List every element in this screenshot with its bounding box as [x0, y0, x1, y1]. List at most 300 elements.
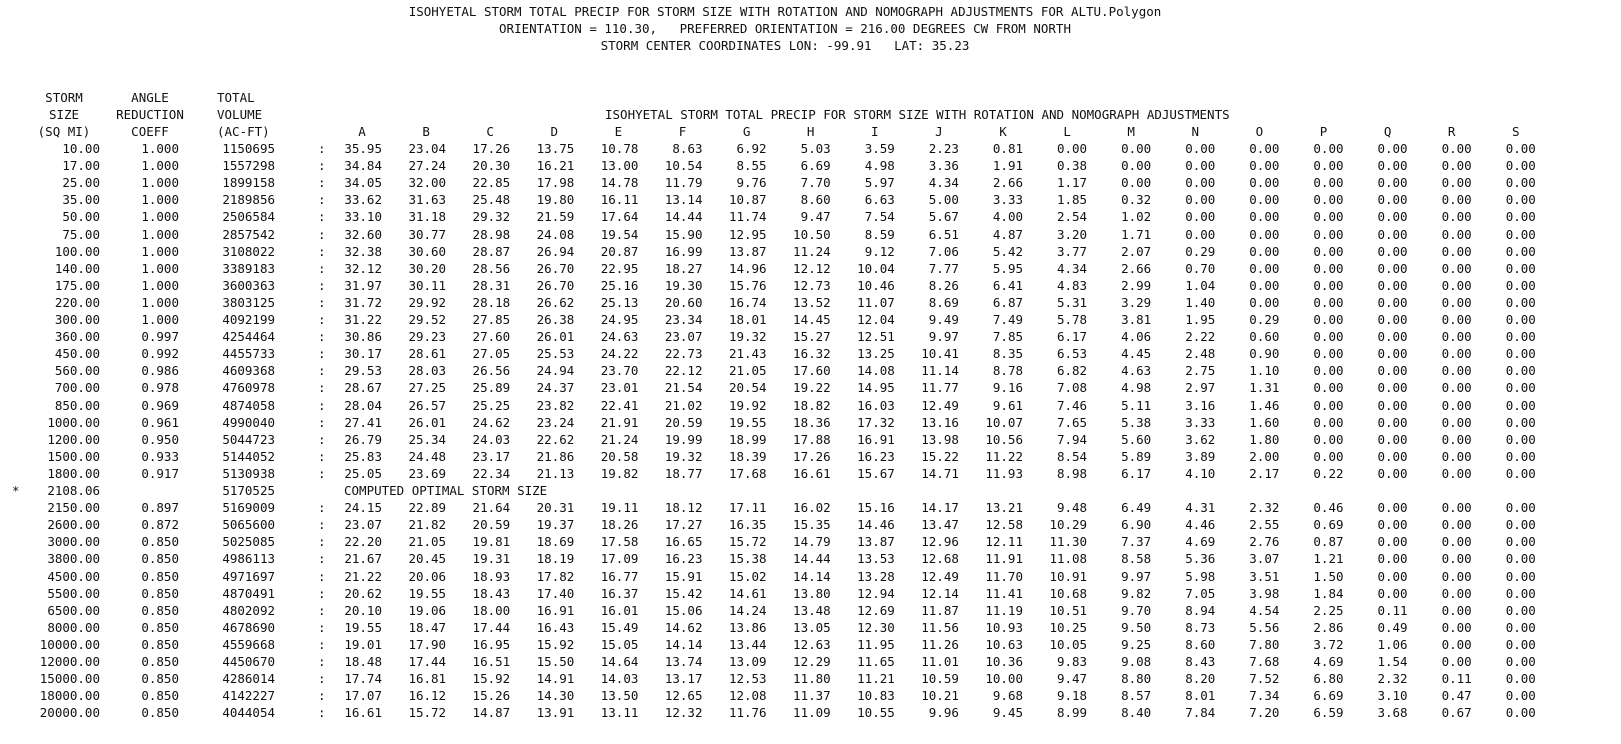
precip-value-cell: 0.00: [1441, 585, 1472, 601]
precip-value-cell: 0.00: [1377, 192, 1408, 208]
precip-value-cell: 27.60: [472, 329, 511, 345]
separator-colon: :: [318, 534, 326, 550]
precip-value-cell: 5.42: [992, 243, 1023, 259]
precip-value-cell: 19.06: [408, 602, 447, 618]
precip-value-cell: 0.00: [1313, 226, 1344, 242]
precip-value-cell: 0.00: [1313, 192, 1344, 208]
precip-value-cell: 13.53: [857, 551, 895, 567]
precip-value-cell: 0.00: [1185, 158, 1216, 174]
precip-value-cell: 5.89: [1121, 448, 1152, 464]
precip-value-cell: 0.00: [1313, 414, 1344, 430]
precip-value-cell: 3.07: [1249, 551, 1280, 567]
separator-colon: :: [318, 226, 326, 242]
precip-value-cell: 0.32: [1121, 192, 1152, 208]
precip-value-cell: 15.22: [921, 448, 959, 464]
precip-value-cell: 11.22: [985, 448, 1023, 464]
precip-value-cell: 19.92: [728, 397, 767, 413]
header-letter-n: N: [1191, 124, 1200, 139]
precip-value-cell: 0.00: [1505, 551, 1536, 567]
storm-size-cell: 100.00: [54, 243, 100, 259]
separator-colon: :: [318, 636, 326, 652]
precip-value-cell: 9.97: [1121, 568, 1152, 584]
angle-coeff-cell: 1.000: [141, 141, 179, 156]
total-volume-cell: 4450670: [222, 654, 275, 669]
precip-value-cell: 14.96: [728, 260, 767, 276]
precip-value-cell: 7.49: [992, 312, 1023, 327]
storm-size-cell: 4500.00: [47, 568, 100, 584]
precip-value-cell: 0.00: [1505, 380, 1536, 396]
precip-value-cell: 5.97: [864, 175, 895, 191]
precip-value-cell: 4.34: [928, 175, 959, 191]
precip-value-cell: 7.94: [1056, 431, 1088, 447]
precip-value-cell: 32.38: [344, 243, 382, 259]
precip-value-cell: 32.00: [408, 175, 447, 191]
precip-value-cell: 6.90: [1121, 517, 1152, 533]
precip-value-cell: 0.00: [1505, 619, 1536, 635]
precip-value-cell: 0.00: [1313, 431, 1344, 447]
precip-value-cell: 5.98: [1185, 568, 1216, 584]
header-letter-k: K: [999, 124, 1007, 139]
precip-value-cell: 26.70: [536, 277, 575, 293]
precip-value-cell: 0.00: [1505, 585, 1536, 601]
precip-value-cell: 20.87: [600, 243, 639, 259]
precip-value-cell: 16.65: [664, 534, 703, 550]
header-angle-reduction: REDUCTION: [116, 107, 184, 122]
precip-value-cell: 0.00: [1441, 141, 1472, 156]
precip-value-cell: 26.01: [408, 414, 447, 430]
precip-value-cell: 17.26: [472, 141, 511, 156]
precip-value-cell: 4.98: [1121, 380, 1152, 396]
precip-value-cell: 4.69: [1185, 534, 1216, 550]
total-volume-cell: 1557298: [222, 158, 275, 174]
precip-value-cell: 13.47: [921, 517, 959, 533]
precip-value-cell: 7.37: [1121, 534, 1152, 550]
precip-value-cell: 21.91: [600, 414, 639, 430]
precip-value-cell: 12.96: [921, 534, 959, 550]
precip-value-cell: 3.20: [1056, 226, 1088, 242]
precip-value-cell: 15.92: [536, 636, 575, 652]
precip-value-cell: 2.25: [1313, 602, 1344, 618]
precip-value-cell: 17.58: [600, 534, 639, 550]
precip-value-cell: 19.22: [793, 380, 831, 396]
precip-value-cell: 27.85: [472, 312, 511, 327]
precip-value-cell: 26.94: [536, 243, 575, 259]
precip-value-cell: 0.00: [1377, 568, 1408, 584]
precip-value-cell: 1.21: [1313, 551, 1344, 567]
precip-value-cell: 12.30: [857, 619, 895, 635]
precip-value-cell: 12.69: [857, 602, 895, 618]
precip-value-cell: 0.00: [1441, 329, 1472, 345]
precip-value-cell: 0.60: [1249, 329, 1280, 345]
precip-value-cell: 16.32: [793, 346, 831, 362]
precip-value-cell: 12.49: [921, 568, 959, 584]
storm-size-cell: 6500.00: [47, 602, 100, 618]
precip-value-cell: 14.44: [664, 209, 703, 225]
precip-value-cell: 0.00: [1313, 294, 1344, 310]
precip-value-cell: 20.06: [408, 568, 447, 584]
precip-value-cell: 17.27: [664, 517, 703, 533]
precip-value-cell: 0.00: [1505, 260, 1536, 276]
precip-value-cell: 11.80: [793, 671, 831, 687]
precip-value-cell: 20.30: [472, 158, 511, 174]
precip-value-cell: 0.00: [1249, 192, 1280, 208]
separator-colon: :: [318, 568, 326, 584]
angle-coeff-cell: 0.850: [141, 585, 179, 601]
precip-value-cell: 1.54: [1377, 654, 1408, 669]
angle-coeff-cell: 0.850: [141, 671, 179, 687]
precip-value-cell: 0.00: [1505, 277, 1536, 293]
precip-value-cell: 2.97: [1185, 380, 1216, 396]
total-volume-cell: 3803125: [222, 294, 275, 310]
precip-value-cell: 24.94: [536, 363, 575, 379]
total-volume-cell: 4986113: [222, 551, 275, 567]
separator-colon: :: [318, 465, 326, 481]
precip-value-cell: 11.07: [857, 294, 895, 310]
precip-value-cell: 11.19: [985, 602, 1023, 618]
precip-value-cell: 11.21: [857, 671, 895, 687]
precip-value-cell: 33.10: [344, 209, 382, 225]
precip-value-cell: 7.05: [1185, 585, 1216, 601]
precip-value-cell: 0.00: [1377, 294, 1408, 310]
precip-value-cell: 5.36: [1185, 551, 1216, 567]
header-storm-size: (SQ MI): [37, 124, 91, 139]
precip-value-cell: 11.77: [921, 380, 959, 396]
precip-value-cell: 1.60: [1249, 414, 1280, 430]
precip-value-cell: 18.77: [664, 465, 703, 481]
precip-value-cell: 15.16: [857, 500, 895, 516]
precip-value-cell: 18.27: [664, 260, 703, 276]
precip-value-cell: 20.10: [344, 602, 382, 618]
precip-value-cell: 10.59: [921, 671, 959, 687]
angle-coeff-cell: 0.969: [141, 397, 179, 413]
precip-value-cell: 12.08: [728, 688, 767, 704]
precip-value-cell: 16.12: [408, 688, 447, 704]
precip-value-cell: 9.70: [1121, 602, 1152, 618]
precip-value-cell: 2.22: [1185, 329, 1216, 345]
precip-value-cell: 1.04: [1185, 277, 1216, 293]
precip-value-cell: 9.47: [1056, 671, 1088, 687]
precip-value-cell: 13.80: [793, 585, 831, 601]
precip-value-cell: 8.73: [1185, 619, 1216, 635]
angle-coeff-cell: 0.992: [141, 346, 179, 362]
precip-value-cell: 25.05: [344, 465, 382, 481]
precip-value-cell: 3.62: [1185, 431, 1216, 447]
precip-value-cell: 4.45: [1121, 346, 1152, 362]
precip-value-cell: 8.43: [1185, 654, 1216, 669]
precip-value-cell: 7.08: [1056, 380, 1088, 396]
precip-value-cell: 14.64: [600, 654, 639, 669]
precip-value-cell: 1.91: [992, 158, 1023, 174]
angle-coeff-cell: 0.997: [141, 329, 179, 345]
precip-value-cell: 13.09: [728, 654, 767, 669]
precip-value-cell: 0.00: [1377, 517, 1408, 533]
precip-value-cell: 18.12: [664, 500, 703, 516]
precip-value-cell: 9.82: [1121, 585, 1152, 601]
header-letter-a: A: [358, 124, 366, 139]
precip-value-cell: 0.00: [1441, 568, 1472, 584]
precip-value-cell: 10.46: [857, 277, 895, 293]
angle-coeff-cell: 0.897: [141, 500, 179, 516]
storm-size-cell: 300.00: [54, 312, 100, 327]
precip-value-cell: 28.31: [472, 277, 511, 293]
header-total-volume: VOLUME: [217, 107, 263, 122]
precip-value-cell: 0.00: [1441, 602, 1472, 618]
precip-value-cell: 3.36: [928, 158, 959, 174]
precip-value-cell: 15.91: [664, 568, 703, 584]
precip-value-cell: 14.03: [600, 671, 639, 687]
header-storm-size: STORM: [45, 90, 83, 105]
precip-value-cell: 23.07: [344, 517, 382, 533]
precip-value-cell: 14.62: [664, 619, 703, 635]
precip-value-cell: 5.38: [1121, 414, 1152, 430]
header-letter-b: B: [422, 124, 430, 139]
precip-value-cell: 0.00: [1377, 209, 1408, 225]
precip-value-cell: 6.49: [1121, 500, 1152, 516]
precip-value-cell: 9.45: [992, 705, 1023, 721]
precip-value-cell: 3.77: [1056, 243, 1088, 259]
precip-value-cell: 0.00: [1441, 209, 1472, 225]
precip-value-cell: 35.95: [344, 141, 382, 156]
precip-value-cell: 23.34: [664, 312, 703, 327]
precip-value-cell: 13.48: [793, 602, 831, 618]
precip-value-cell: 0.00: [1249, 226, 1280, 242]
precip-value-cell: 7.70: [800, 175, 831, 191]
precip-value-cell: 6.80: [1313, 671, 1344, 687]
angle-coeff-cell: 0.850: [141, 636, 179, 652]
precip-value-cell: 0.00: [1249, 260, 1280, 276]
precip-value-cell: 1.80: [1249, 431, 1280, 447]
precip-value-cell: 21.05: [728, 363, 767, 379]
storm-size-cell: 140.00: [54, 260, 100, 276]
angle-coeff-cell: 0.850: [141, 534, 179, 550]
precip-value-cell: 6.87: [992, 294, 1023, 310]
precip-value-cell: 11.87: [921, 602, 959, 618]
precip-value-cell: 4.54: [1249, 602, 1280, 618]
precip-value-cell: 13.52: [793, 294, 831, 310]
storm-size-cell: 5500.00: [47, 585, 100, 601]
precip-value-cell: 31.97: [344, 277, 382, 293]
precip-value-cell: 20.31: [536, 500, 575, 516]
precip-value-cell: 4.00: [992, 209, 1023, 225]
precip-value-cell: 23.82: [536, 397, 575, 413]
precip-value-cell: 17.07: [344, 688, 382, 704]
precip-value-cell: 8.58: [1121, 551, 1152, 567]
precip-value-cell: 16.74: [728, 294, 767, 310]
angle-coeff-cell: 1.000: [141, 294, 179, 310]
precip-value-cell: 20.45: [408, 551, 447, 567]
precip-value-cell: 0.00: [1313, 158, 1344, 174]
header-letter-e: E: [614, 124, 623, 139]
precip-value-cell: 0.00: [1313, 243, 1344, 259]
precip-value-cell: 13.44: [728, 636, 767, 652]
precip-value-cell: 9.49: [928, 312, 959, 327]
angle-coeff-cell: 0.850: [141, 619, 179, 635]
precip-value-cell: 23.24: [536, 414, 575, 430]
precip-value-cell: 21.59: [536, 209, 575, 225]
precip-value-cell: 11.91: [985, 551, 1023, 567]
precip-value-cell: 10.56: [985, 431, 1023, 447]
precip-value-cell: 7.20: [1249, 705, 1280, 721]
precip-value-cell: 15.90: [664, 226, 703, 242]
precip-value-cell: 23.69: [408, 465, 447, 481]
precip-value-cell: 19.32: [664, 448, 703, 464]
precip-value-cell: 6.82: [1056, 363, 1088, 379]
precip-value-cell: 10.36: [985, 654, 1023, 669]
precip-value-cell: 14.61: [728, 585, 767, 601]
precip-value-cell: 15.35: [793, 517, 831, 533]
precip-value-cell: 0.00: [1505, 397, 1536, 413]
precip-value-cell: 25.13: [600, 294, 639, 310]
precip-value-cell: 7.46: [1056, 397, 1088, 413]
precip-value-cell: 0.00: [1313, 363, 1344, 379]
separator-colon: :: [318, 158, 326, 174]
storm-size-cell: 10000.00: [39, 636, 100, 652]
precip-value-cell: 0.00: [1505, 175, 1536, 191]
angle-coeff-cell: 0.850: [141, 705, 179, 721]
precip-value-cell: 25.89: [472, 380, 511, 396]
precip-value-cell: 0.00: [1505, 209, 1536, 225]
precip-value-cell: 9.61: [992, 397, 1023, 413]
precip-value-cell: 0.11: [1441, 671, 1472, 687]
precip-value-cell: 17.09: [600, 551, 639, 567]
precip-value-cell: 12.95: [728, 226, 767, 242]
precip-value-cell: 10.87: [728, 192, 767, 208]
precip-value-cell: 0.00: [1313, 260, 1344, 276]
precip-value-cell: 13.74: [664, 654, 703, 669]
precip-value-cell: 34.05: [344, 175, 382, 191]
precip-value-cell: 22.12: [664, 363, 703, 379]
optimal-note: COMPUTED OPTIMAL STORM SIZE: [344, 483, 548, 498]
precip-value-cell: 0.00: [1441, 380, 1472, 396]
precip-value-cell: 18.01: [728, 312, 767, 327]
optimal-marker: *: [12, 483, 20, 498]
precip-value-cell: 22.85: [472, 175, 511, 191]
precip-value-cell: 17.88: [793, 431, 831, 447]
precip-value-cell: 7.77: [928, 260, 959, 276]
precip-value-cell: 20.62: [344, 585, 382, 601]
precip-value-cell: 29.32: [472, 209, 511, 225]
total-volume-cell: 4802092: [222, 602, 275, 618]
precip-value-cell: 0.00: [1185, 175, 1216, 191]
precip-value-cell: 0.00: [1313, 209, 1344, 225]
angle-coeff-cell: 0.961: [141, 414, 179, 430]
precip-value-cell: 20.54: [728, 380, 767, 396]
precip-value-cell: 11.08: [1049, 551, 1088, 567]
header-letter-r: R: [1447, 124, 1456, 139]
precip-value-cell: 1.84: [1313, 585, 1344, 601]
precip-value-cell: 11.26: [921, 636, 959, 652]
total-volume-cell: 5130938: [222, 465, 275, 481]
precip-value-cell: 16.23: [664, 551, 703, 567]
precip-value-cell: 17.64: [600, 209, 639, 225]
precip-value-cell: 5.03: [800, 141, 831, 156]
precip-value-cell: 16.91: [857, 431, 895, 447]
total-volume-cell: 5025085: [222, 534, 275, 550]
angle-coeff-cell: 0.850: [141, 602, 179, 618]
precip-value-cell: 28.98: [472, 226, 511, 242]
precip-value-cell: 9.08: [1121, 654, 1152, 669]
storm-size-cell: 3000.00: [47, 534, 100, 550]
precip-value-cell: 21.22: [344, 568, 382, 584]
precip-value-cell: 13.91: [536, 705, 575, 721]
precip-value-cell: 21.13: [536, 465, 575, 481]
precip-value-cell: 0.00: [1505, 312, 1536, 327]
precip-value-cell: 25.25: [472, 397, 511, 413]
precip-value-cell: 20.59: [664, 414, 703, 430]
angle-coeff-cell: 1.000: [141, 226, 179, 242]
separator-colon: :: [318, 277, 326, 293]
precip-value-cell: 25.34: [408, 431, 447, 447]
header-letter-j: J: [935, 124, 943, 139]
precip-value-cell: 31.63: [408, 192, 447, 208]
precip-value-cell: 13.17: [664, 671, 703, 687]
precip-value-cell: 6.17: [1056, 329, 1088, 345]
precip-value-cell: 4.83: [1056, 277, 1088, 293]
separator-colon: :: [318, 500, 326, 516]
precip-value-cell: 30.86: [344, 329, 382, 345]
total-volume-cell: 4455733: [222, 346, 275, 362]
precip-value-cell: 3.29: [1121, 294, 1152, 310]
precip-value-cell: 1.40: [1185, 294, 1216, 310]
precip-value-cell: 16.81: [408, 671, 447, 687]
precip-value-cell: 0.87: [1313, 534, 1344, 550]
precip-value-cell: 6.41: [992, 277, 1023, 293]
precip-value-cell: 15.02: [728, 568, 767, 584]
header-letter-i: I: [871, 124, 879, 139]
precip-value-cell: 17.32: [857, 414, 895, 430]
precip-value-cell: 0.00: [1249, 175, 1280, 191]
precip-value-cell: 8.59: [864, 226, 895, 242]
precip-value-cell: 8.63: [672, 141, 703, 156]
precip-value-cell: 15.76: [728, 277, 767, 293]
header-letter-l: L: [1063, 124, 1071, 139]
precip-value-cell: 8.60: [1185, 636, 1216, 652]
precip-value-cell: 0.00: [1377, 397, 1408, 413]
precip-value-cell: 10.05: [1049, 636, 1088, 652]
separator-colon: :: [318, 346, 326, 362]
precip-value-cell: 17.82: [536, 568, 575, 584]
precip-value-cell: 4.06: [1121, 329, 1152, 345]
separator-colon: :: [318, 329, 326, 345]
precip-value-cell: 8.01: [1185, 688, 1216, 704]
precip-value-cell: 12.49: [921, 397, 959, 413]
header-letter-p: P: [1319, 124, 1328, 139]
separator-colon: :: [318, 619, 326, 635]
precip-value-cell: 12.94: [857, 585, 895, 601]
precip-value-cell: 1.02: [1121, 209, 1152, 225]
precip-value-cell: 0.00: [1377, 243, 1408, 259]
precip-value-cell: 29.92: [408, 294, 447, 310]
separator-colon: :: [318, 260, 326, 276]
storm-size-cell: 12000.00: [39, 654, 100, 669]
precip-value-cell: 16.02: [793, 500, 831, 516]
precip-value-cell: 10.25: [1049, 619, 1088, 635]
precip-value-cell: 0.00: [1505, 329, 1536, 345]
angle-coeff-cell: 0.933: [141, 448, 179, 464]
storm-size-cell: 560.00: [54, 363, 100, 379]
angle-coeff-cell: 1.000: [141, 175, 179, 191]
precip-value-cell: 11.95: [857, 636, 895, 652]
precip-value-cell: 9.50: [1121, 619, 1152, 635]
precip-value-cell: 30.11: [408, 277, 447, 293]
storm-size-cell: 1500.00: [47, 448, 100, 464]
precip-value-cell: 0.00: [1441, 243, 1472, 259]
precip-value-cell: 0.00: [1505, 431, 1536, 447]
separator-colon: :: [318, 654, 326, 669]
precip-value-cell: 13.75: [536, 141, 575, 156]
storm-size-cell: 25.00: [62, 175, 100, 191]
angle-coeff-cell: 0.850: [141, 551, 179, 567]
